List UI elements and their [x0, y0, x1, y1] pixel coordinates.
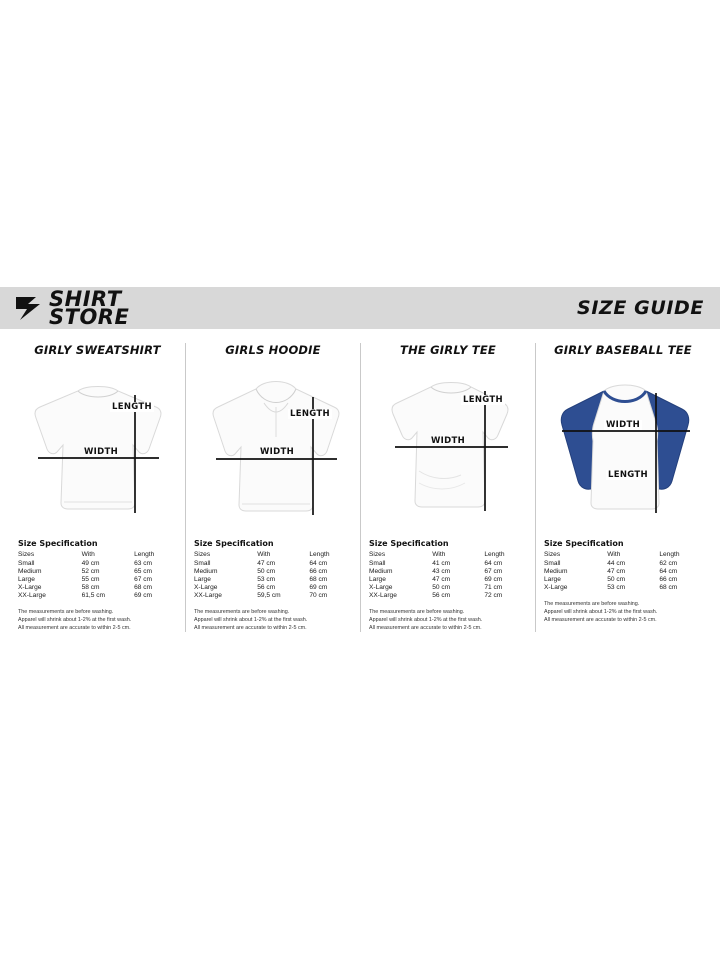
cell-length: 64 cm: [309, 559, 328, 567]
cell-width: 50 cm: [432, 584, 451, 592]
header-width: With: [81, 551, 95, 558]
length-label: LENGTH: [463, 395, 503, 405]
cell-size: XX-Large: [369, 592, 397, 600]
column-title: THE GIRLY TEE: [400, 343, 496, 357]
cell-length: 67 cm: [484, 567, 503, 575]
cell-width: 56 cm: [257, 584, 276, 592]
cell-width: 50 cm: [607, 575, 626, 583]
header-sizes: Sizes: [194, 551, 211, 558]
table-row: [194, 559, 352, 567]
note-line: All measurement are accurate to within 2-5 cm.: [544, 616, 657, 623]
note-line: Apparel will shrink about 1-2% at the first wash.: [544, 608, 658, 615]
cell-size: Large: [369, 575, 386, 583]
cell-size: Large: [18, 575, 35, 583]
length-label: LENGTH: [290, 409, 330, 419]
cell-size: X-Large: [544, 584, 568, 592]
cell-width: 49 cm: [81, 559, 100, 567]
cell-length: 66 cm: [659, 575, 678, 583]
table-row: [369, 567, 527, 575]
figure-sweatshirt: [18, 363, 177, 535]
cell-width: 61,5 cm: [81, 592, 106, 600]
size-guide-sheet: [0, 287, 720, 679]
cell-size: Large: [544, 575, 561, 583]
garment-columns: [0, 329, 720, 632]
cell-width: 53 cm: [607, 584, 626, 592]
notes: [544, 600, 702, 624]
cell-width: 47 cm: [432, 575, 451, 583]
header-width: With: [607, 551, 621, 558]
spec-title: Size Specification: [544, 539, 624, 548]
cell-width: 43 cm: [432, 567, 451, 575]
header-length: Length: [134, 551, 155, 558]
figure-hoodie: [194, 363, 352, 535]
cell-length: 62 cm: [659, 559, 678, 567]
cell-width: 53 cm: [257, 575, 276, 583]
table-row: [194, 567, 352, 575]
table-row: [18, 559, 177, 567]
figure-baseball-tee: [544, 363, 702, 535]
shirt-store-logo-icon: [14, 293, 44, 323]
column-girls-hoodie: [185, 343, 360, 632]
table-row: [369, 592, 527, 600]
brand-line-2: STORE: [49, 305, 130, 329]
table-header-row: [194, 551, 352, 559]
cell-size: Small: [369, 559, 386, 567]
cell-size: X-Large: [369, 584, 393, 592]
table-row: [369, 575, 527, 583]
figure-tee: [369, 363, 527, 535]
note-line: The measurements are before washing.: [544, 600, 640, 607]
cell-length: 66 cm: [309, 567, 328, 575]
cell-size: XX-Large: [194, 592, 222, 600]
cell-length: 70 cm: [309, 592, 328, 600]
cell-size: Small: [18, 559, 35, 567]
baseball-tee-icon: [544, 363, 703, 535]
size-table: [544, 551, 702, 592]
brand-wordmark: [49, 286, 130, 329]
cell-size: Small: [194, 559, 211, 567]
cell-size: Medium: [369, 567, 393, 575]
column-girly-tee: [360, 343, 535, 632]
cell-length: 68 cm: [134, 584, 153, 592]
note-line: Apparel will shrink about 1-2% at the first wash.: [194, 617, 308, 624]
table-row: [544, 567, 702, 575]
table-row: [544, 559, 702, 567]
cell-size: Medium: [194, 567, 218, 575]
cell-size: X-Large: [194, 584, 218, 592]
cell-width: 50 cm: [257, 567, 276, 575]
width-label: WIDTH: [260, 447, 295, 457]
note-line: The measurements are before washing.: [369, 608, 465, 615]
page-title: SIZE GUIDE: [577, 297, 704, 319]
table-header-row: [544, 551, 702, 559]
size-table: [369, 551, 527, 600]
table-row: [18, 575, 177, 583]
table-row: [544, 575, 702, 583]
spec-title: Size Specification: [369, 539, 449, 548]
header-sizes: Sizes: [18, 551, 35, 558]
width-label: WIDTH: [84, 447, 119, 457]
cell-length: 69 cm: [309, 584, 328, 592]
column-title: GIRLS HOODIE: [225, 343, 321, 357]
cell-width: 47 cm: [257, 559, 276, 567]
cell-length: 64 cm: [659, 567, 678, 575]
column-girly-baseball-tee: [535, 343, 710, 632]
notes: [194, 608, 352, 632]
cell-length: 69 cm: [484, 575, 503, 583]
note-line: The measurements are before washing.: [194, 608, 290, 615]
header-width: With: [432, 551, 446, 558]
table-row: [194, 584, 352, 592]
cell-length: 64 cm: [484, 559, 503, 567]
cell-size: Large: [194, 575, 211, 583]
table-row: [18, 592, 177, 600]
table-header-row: [18, 551, 177, 559]
cell-length: 67 cm: [134, 575, 153, 583]
table-row: [18, 567, 177, 575]
note-line: All measurement are accurate to within 2-5 cm.: [194, 625, 307, 632]
cell-size: Small: [544, 559, 561, 567]
table-header-row: [369, 551, 527, 559]
table-row: [194, 592, 352, 600]
width-label: WIDTH: [606, 420, 641, 430]
length-label: LENGTH: [112, 402, 152, 412]
tee-icon: [369, 363, 528, 535]
table-row: [369, 559, 527, 567]
header-length: Length: [484, 551, 505, 558]
note-line: Apparel will shrink about 1-2% at the first wash.: [18, 617, 132, 624]
cell-width: 55 cm: [81, 575, 100, 583]
table-row: [369, 584, 527, 592]
cell-width: 52 cm: [81, 567, 100, 575]
length-label: LENGTH: [608, 470, 648, 480]
cell-length: 65 cm: [134, 567, 153, 575]
cell-size: Medium: [18, 567, 42, 575]
cell-width: 47 cm: [607, 567, 626, 575]
column-title: GIRLY SWEATSHIRT: [34, 343, 161, 357]
column-title: GIRLY BASEBALL TEE: [554, 343, 692, 357]
notes: [369, 608, 527, 632]
cell-length: 72 cm: [484, 592, 503, 600]
header-length: Length: [309, 551, 330, 558]
cell-width: 56 cm: [432, 592, 451, 600]
table-row: [194, 575, 352, 583]
note-line: All measurement are accurate to within 2-5 cm.: [369, 625, 482, 632]
cell-size: XX-Large: [18, 592, 46, 600]
spec-title: Size Specification: [194, 539, 274, 548]
header-sizes: Sizes: [369, 551, 386, 558]
table-row: [544, 584, 702, 592]
cell-length: 68 cm: [309, 575, 328, 583]
width-label: WIDTH: [431, 436, 466, 446]
column-girly-sweatshirt: [10, 343, 185, 632]
cell-width: 41 cm: [432, 559, 451, 567]
note-line: All measurement are accurate to within 2-5 cm.: [18, 625, 131, 632]
cell-width: 44 cm: [607, 559, 626, 567]
table-row: [18, 584, 177, 592]
notes: [18, 608, 177, 632]
brand-line-1: SHIRT: [49, 286, 122, 311]
note-line: Apparel will shrink about 1-2% at the first wash.: [369, 617, 483, 624]
header-sizes: Sizes: [544, 551, 561, 558]
cell-length: 71 cm: [484, 584, 503, 592]
header-bar: [0, 287, 720, 329]
size-table: [18, 551, 177, 600]
cell-size: Medium: [544, 567, 568, 575]
cell-length: 69 cm: [134, 592, 153, 600]
size-table: [194, 551, 352, 600]
note-line: The measurements are before washing.: [18, 608, 114, 615]
cell-size: X-Large: [18, 584, 42, 592]
cell-length: 68 cm: [659, 584, 678, 592]
cell-width: 58 cm: [81, 584, 100, 592]
brand-logo: [0, 287, 129, 329]
header-width: With: [257, 551, 271, 558]
spec-title: Size Specification: [18, 539, 98, 548]
cell-width: 59,5 cm: [257, 592, 281, 600]
cell-length: 63 cm: [134, 559, 153, 567]
header-length: Length: [659, 551, 680, 558]
